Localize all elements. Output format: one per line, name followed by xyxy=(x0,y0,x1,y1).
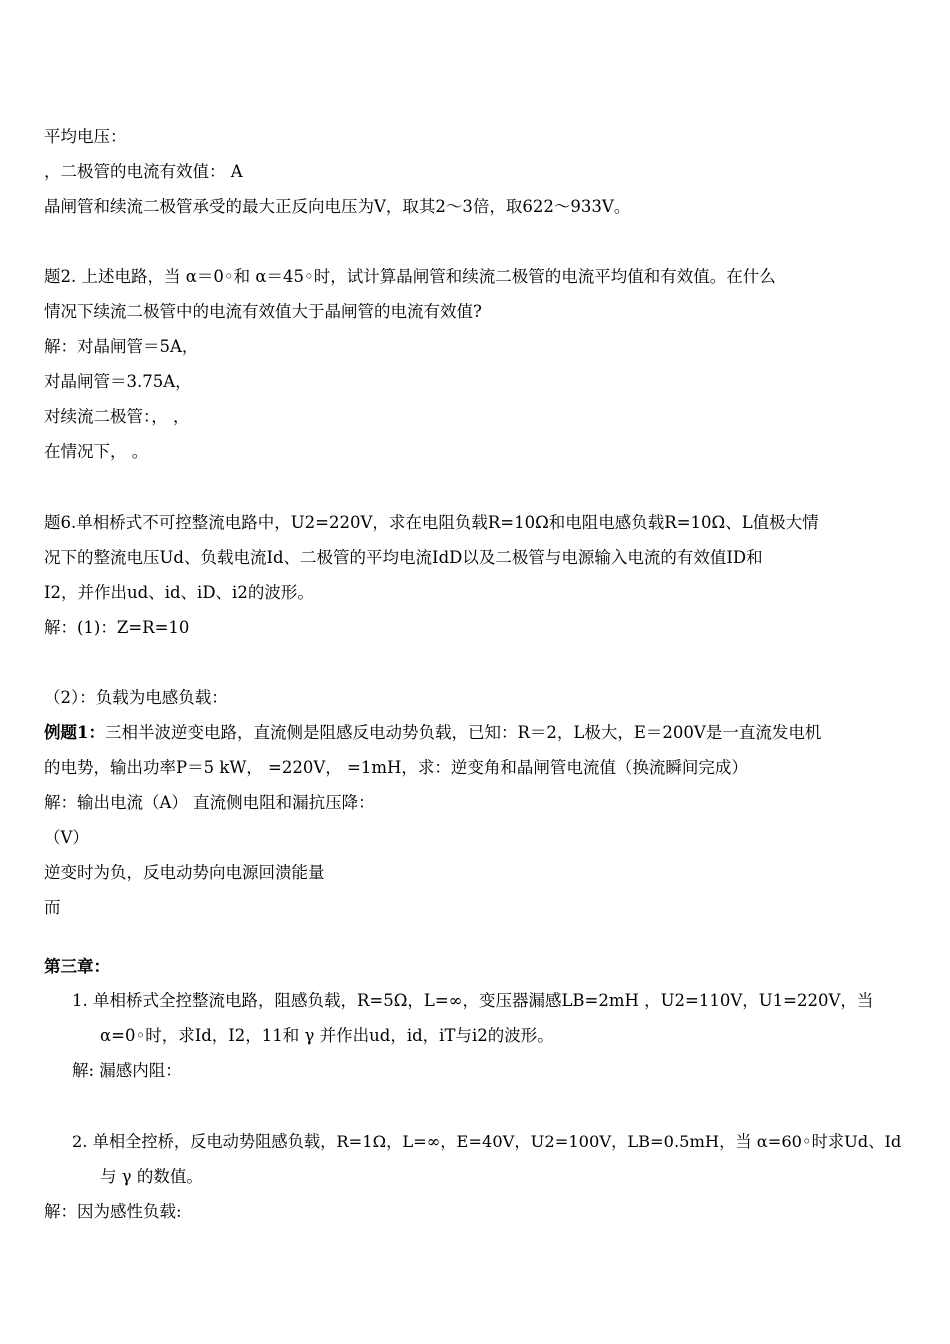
answer-line: 而 xyxy=(44,898,61,917)
answer-line: 解: 漏感内阻： xyxy=(72,1061,182,1080)
text-line: 晶闸管和续流二极管承受的最大正反向电压为V，取其2～3倍，取622～933V。 xyxy=(44,197,631,216)
example-1-line: 的电势，输出功率P＝5 kW， =220V， =1mH，求：逆变角和晶闸管电流值（换流瞬间完成） xyxy=(44,758,748,777)
text-line: 平均电压： xyxy=(44,127,127,146)
answer-line: 逆变时为负，反电动势向电源回溃能量 xyxy=(44,863,325,882)
answer-line: 对续流二极管：， ， xyxy=(44,407,190,426)
question-6-line: 况下的整流电压Ud、负载电流Id、二极管的平均电流IdD以及二极管与电源输入电流的有效值ID和 xyxy=(44,548,763,567)
problem-2-line: 与 γ 的数值。 xyxy=(100,1167,203,1186)
answer-line: 解：对晶闸管＝5A， xyxy=(44,337,199,356)
example-label: 例题1： xyxy=(44,723,105,742)
chapter-heading: 第三章： xyxy=(44,957,110,976)
answer-line: 解：因为感性负载: xyxy=(44,1202,182,1221)
question-2-line: 题2. 上述电路，当 α＝0◦和 α＝45◦时，试计算晶闸管和续流二极管的电流平均值和有效值。在什么 xyxy=(44,267,776,286)
question-6-line: 题6.单相桥式不可控整流电路中，U2=220V，求在电阻负载R=10Ω和电阻电感负载R=10Ω、L值极大情 xyxy=(44,513,819,532)
example-1-line xyxy=(44,722,821,744)
question-6-line: I2，并作出ud、id、iD、i2的波形。 xyxy=(44,583,314,602)
answer-line: （V） xyxy=(44,828,89,847)
answer-line: 解：输出电流（A） 直流侧电阻和漏抗压降： xyxy=(44,793,375,812)
problem-1-line: 1. 单相桥式全控整流电路，阻感负载，R=5Ω，L=∞，变压器漏感LB=2mH ，U2=110V，U1=220V，当 xyxy=(72,991,874,1010)
answer-line: 对晶闸管＝3.75A， xyxy=(44,372,192,391)
text-line: ，二极管的电流有效值： A xyxy=(44,162,243,181)
problem-2-line: 2. 单相全控桥，反电动势阻感负载，R=1Ω，L=∞，E=40V，U2=100V，LB=0.5mH，当 α=60◦时求Ud、Id xyxy=(72,1132,902,1151)
answer-line: 解：(1)：Z=R=10 xyxy=(44,618,190,637)
answer-line: 在情况下， 。 xyxy=(44,442,149,461)
problem-1-line: α=0◦时，求Id，I2，11和 γ 并作出ud，id，iT与i2的波形。 xyxy=(100,1026,554,1045)
answer-line: （2）：负载为电感负载： xyxy=(44,688,228,707)
question-2-line: 情况下续流二极管中的电流有效值大于晶闸管的电流有效值? xyxy=(44,302,482,321)
example-text: 三相半波逆变电路，直流侧是阻感反电动势负载，已知：R＝2，L极大，E＝200V是一直流发电机 xyxy=(104,723,822,742)
